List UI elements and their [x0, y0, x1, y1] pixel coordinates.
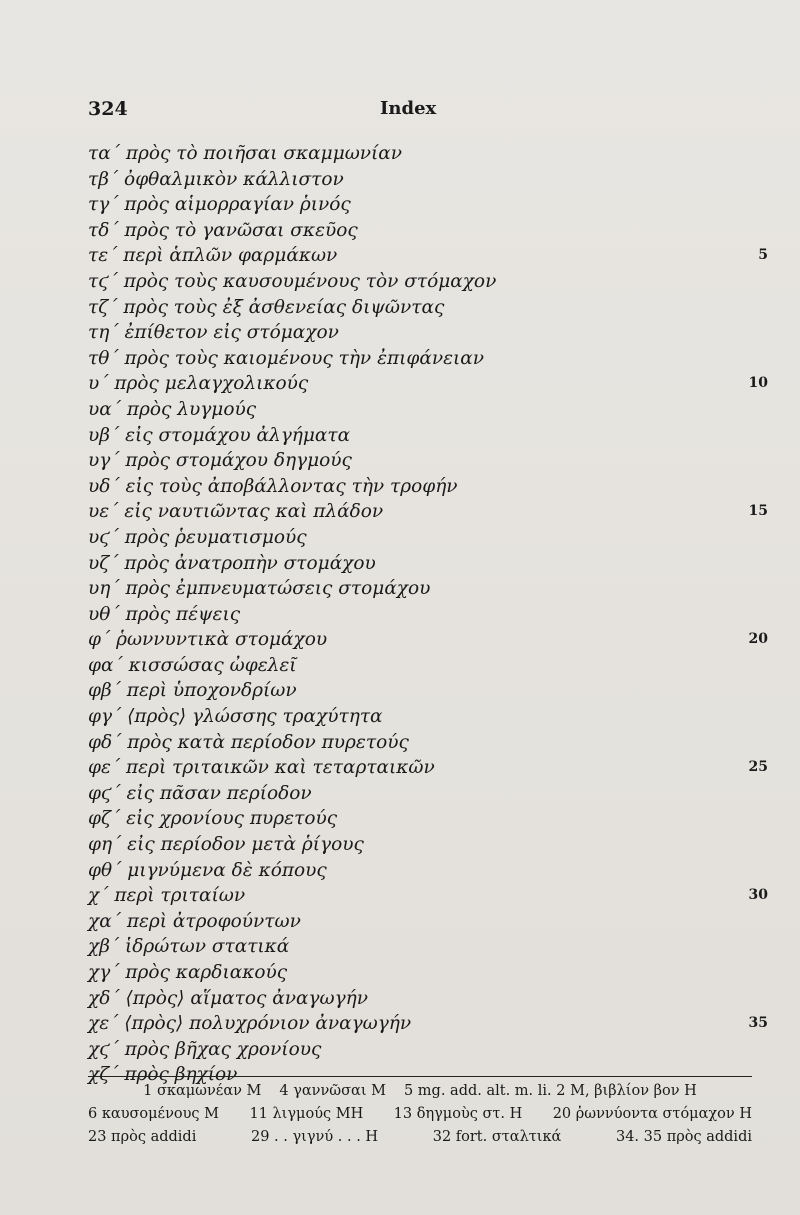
index-entry	[88, 678, 768, 704]
index-entry	[88, 346, 768, 372]
entry-text: φθ΄ μιγνύμενα δὲ κόπους	[88, 859, 327, 881]
index-entry	[88, 755, 768, 781]
entry-text: φγ΄ ⟨πρὸς⟩ γλώσσης τραχύτητα	[88, 706, 383, 728]
entry-text: υα΄ πρὸς λυγμούς	[88, 398, 257, 420]
entry-text: χα΄ περὶ ἀτροφούντων	[88, 910, 301, 932]
apparatus-note: 29 . . γιγνύ . . . H	[251, 1129, 379, 1145]
line-number: 20	[748, 631, 768, 648]
entry-text: φε΄ περὶ τριταικῶν καὶ τεταρταικῶν	[88, 757, 435, 779]
index-entry	[88, 704, 768, 730]
apparatus-note: 20 ῥωννύοντα στόμαχον H	[552, 1106, 752, 1122]
entry-text: τγ΄ πρὸς αἱμορραγίαν ῥινός	[88, 194, 351, 216]
index-entry	[88, 320, 768, 346]
page-header	[88, 98, 748, 124]
apparatus-line	[88, 1080, 752, 1103]
entry-text: χγ΄ πρὸς καρδιακούς	[88, 962, 288, 983]
apparatus-line	[88, 1126, 752, 1149]
index-entry	[88, 269, 768, 295]
entry-text: τϛ΄ πρὸς τοὺς καυσουμένους τὸν στόμαχον	[88, 270, 497, 292]
index-entry	[88, 167, 768, 193]
index-entry	[88, 1037, 768, 1063]
entry-text: τθ΄ πρὸς τοὺς καιομένους τὴν ἐπιφάνειαν	[88, 347, 485, 369]
apparatus-note: 32 fort. σταλτικά	[432, 1129, 562, 1145]
index-entry	[88, 858, 768, 884]
index-entry	[88, 1011, 768, 1037]
index-entry	[88, 960, 768, 986]
entry-text: χϛ΄ πρὸς βῆχας χρονίους	[88, 1038, 322, 1060]
index-entry	[88, 474, 768, 500]
line-number: 30	[748, 887, 768, 904]
index-entry	[88, 397, 768, 423]
entry-text: φϛ΄ εἰς πᾶσαν περίοδον	[88, 782, 312, 804]
index-entry	[88, 243, 768, 269]
index-entry	[88, 832, 768, 858]
entry-text: φδ΄ πρὸς κατὰ περίοδον πυρετούς	[88, 731, 409, 753]
index-entry	[88, 602, 768, 628]
line-number: 10	[748, 375, 768, 392]
apparatus-note: 34. 35 πρὸς addidi	[615, 1129, 752, 1145]
index-entry	[88, 295, 768, 321]
apparatus-note: 1 σκαμωνέαν M	[143, 1083, 262, 1099]
entry-text: υ΄ πρὸς μελαγχολικούς	[88, 373, 309, 395]
apparatus-note: 11 λιγμούς MH	[249, 1106, 364, 1122]
index-entry	[88, 525, 768, 551]
entry-text: χζ΄ πρὸς βηχίον	[88, 1064, 238, 1086]
entry-text: υβ΄ εἰς στομάχου ἀλγήματα	[88, 424, 351, 446]
index-entry	[88, 448, 768, 474]
index-entry	[88, 576, 768, 602]
line-number: 15	[748, 503, 768, 520]
index-entry	[88, 909, 768, 935]
index-entries	[88, 141, 768, 1088]
index-entry	[88, 781, 768, 807]
index-entry	[88, 934, 768, 960]
index-entry	[88, 730, 768, 756]
entry-text: υγ΄ πρὸς στομάχου δηγμούς	[88, 450, 352, 472]
index-entry	[88, 806, 768, 832]
entry-text: υε΄ εἰς ναυτιῶντας καὶ πλάδον	[88, 501, 384, 523]
entry-text: υζ΄ πρὸς ἀνατροπὴν στομάχου	[88, 552, 376, 574]
entry-text: τη΄ ἐπίθετον εἰς στόμαχον	[88, 322, 339, 344]
index-entry	[88, 551, 768, 577]
entry-text: χβ΄ ἱδρώτων στατικά	[88, 936, 290, 958]
entry-text: φα΄ κισσώσας ὠφελεῖ	[88, 654, 297, 676]
index-entry	[88, 499, 768, 525]
page-number: 324	[88, 98, 128, 120]
entry-text: τβ΄ ὀφθαλμικὸν κάλλιστον	[88, 168, 344, 190]
index-entry	[88, 192, 768, 218]
apparatus-note: 13 δηγμοὺς στ. H	[393, 1106, 523, 1122]
entry-text: υϛ΄ πρὸς ῥευματισμούς	[88, 526, 307, 548]
entry-text: φζ΄ εἰς χρονίους πυρετούς	[88, 808, 338, 830]
entry-text: υδ΄ εἰς τοὺς ἀποβάλλοντας τὴν τροφήν	[88, 475, 458, 497]
running-head: Index	[380, 98, 437, 119]
critical-apparatus	[88, 1080, 752, 1149]
index-entry	[88, 883, 768, 909]
entry-text: υη΄ πρὸς ἐμπνευματώσεις στομάχου	[88, 578, 431, 600]
entry-text: τα΄ πρὸς τὸ ποιῆσαι σκαμμωνίαν	[88, 143, 403, 164]
entry-text: τδ΄ πρὸς τὸ γανῶσαι σκεῦος	[88, 219, 358, 241]
entry-text: χδ΄ ⟨πρὸς⟩ αἵματος ἀναγωγήν	[88, 987, 368, 1009]
apparatus-note: 6 καυσομένους M	[88, 1106, 220, 1122]
entry-text: φ΄ ῥωννυντικὰ στομάχου	[88, 629, 328, 651]
apparatus-note: 4 γαννῶσαι M	[279, 1083, 386, 1099]
footnote-rule	[88, 1076, 752, 1077]
index-entry	[88, 141, 768, 167]
index-entry	[88, 986, 768, 1012]
index-entry	[88, 371, 768, 397]
index-entry	[88, 627, 768, 653]
entry-text: υθ΄ πρὸς πέψεις	[88, 603, 241, 625]
entry-text: φη΄ εἰς περίοδον μετὰ ῥίγους	[88, 834, 364, 856]
entry-text: φβ΄ περὶ ὑποχονδρίων	[88, 680, 297, 702]
index-entry	[88, 653, 768, 679]
entry-text: χε΄ ⟨πρὸς⟩ πολυχρόνιον ἀναγωγήν	[88, 1013, 412, 1035]
line-number: 35	[748, 1015, 768, 1032]
apparatus-note: 5 mg. add. alt. m. li. 2 M, βιβλίον βον H	[403, 1083, 697, 1099]
entry-text: τε΄ περὶ ἁπλῶν φαρμάκων	[88, 245, 338, 267]
line-number: 5	[758, 247, 768, 264]
apparatus-note: 23 πρὸς addidi	[88, 1129, 197, 1145]
index-entry	[88, 218, 768, 244]
index-entry	[88, 423, 768, 449]
apparatus-line	[88, 1103, 752, 1126]
line-number: 25	[748, 759, 768, 776]
entry-text: τζ΄ πρὸς τοὺς ἐξ ἀσθενείας διψῶντας	[88, 296, 445, 318]
entry-text: χ΄ περὶ τριταίων	[88, 885, 246, 907]
